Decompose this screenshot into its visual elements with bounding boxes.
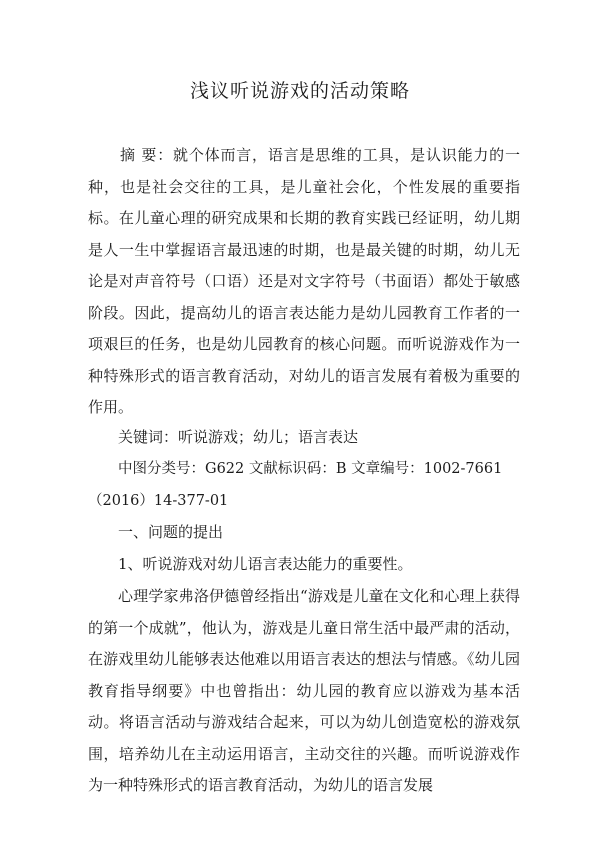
subsection-heading: 1、听说游戏对幼儿语言表达能力的重要性。 [118,555,413,573]
abstract-text: 就个体而言，语言是思维的工具，是认识能力的一种，也是社会交往的工具，是儿童社会化，个性发展的重要指标。在儿童心理的研究成果和长期的教育实践已经证明，幼儿期是人一生中掌握语言最迅速的时期，也是最关键的时期，幼儿无论是对声音符号（口语）还是对文字符号（书面语）都处于敏感阶段。因此，提高幼儿的语言表达能力是幼儿园教育工作者的一项艰巨的任务，也是幼儿园教育的核心问题。而听说游戏作为一种特殊形式的语言教育活动，对幼儿的语言发展有着极为重要的作用。 [88,146,520,416]
keywords-label: 关键词： [118,428,179,446]
paper-title: 浅议听说游戏的活动策略 [189,80,410,102]
keywords-text: 听说游戏；幼儿；语言表达 [178,428,359,446]
abstract-label: 摘 要： [120,146,174,164]
body-paragraph: 心理学家弗洛伊德曾经指出“游戏是儿童在文化和心理上获得的第一个成就”，他认为，游戏是儿童日常生活中最严肃的活动，在游戏里幼儿能够表达他难以用语言表达的想法与情感。《幼儿园教育指导纲要》中也曾指出：幼儿园的教育应以游戏为基本活动。将语言活动与游戏结合起来，可以为幼儿创造宽松的游戏氛围，培养幼儿在主动运用语言，主动交往的兴趣。而听说游戏作为一种特殊形式的语言教育活动，为幼儿的语言发展 [88,587,520,794]
abstract-paragraph [88,140,520,424]
section-heading: 一、问题的提出 [118,523,224,541]
keywords-line [88,422,520,454]
classification-line: 中图分类号：G622 文献标识码：B 文章编号：1002-7661（2016）14-377-01 [88,461,503,509]
